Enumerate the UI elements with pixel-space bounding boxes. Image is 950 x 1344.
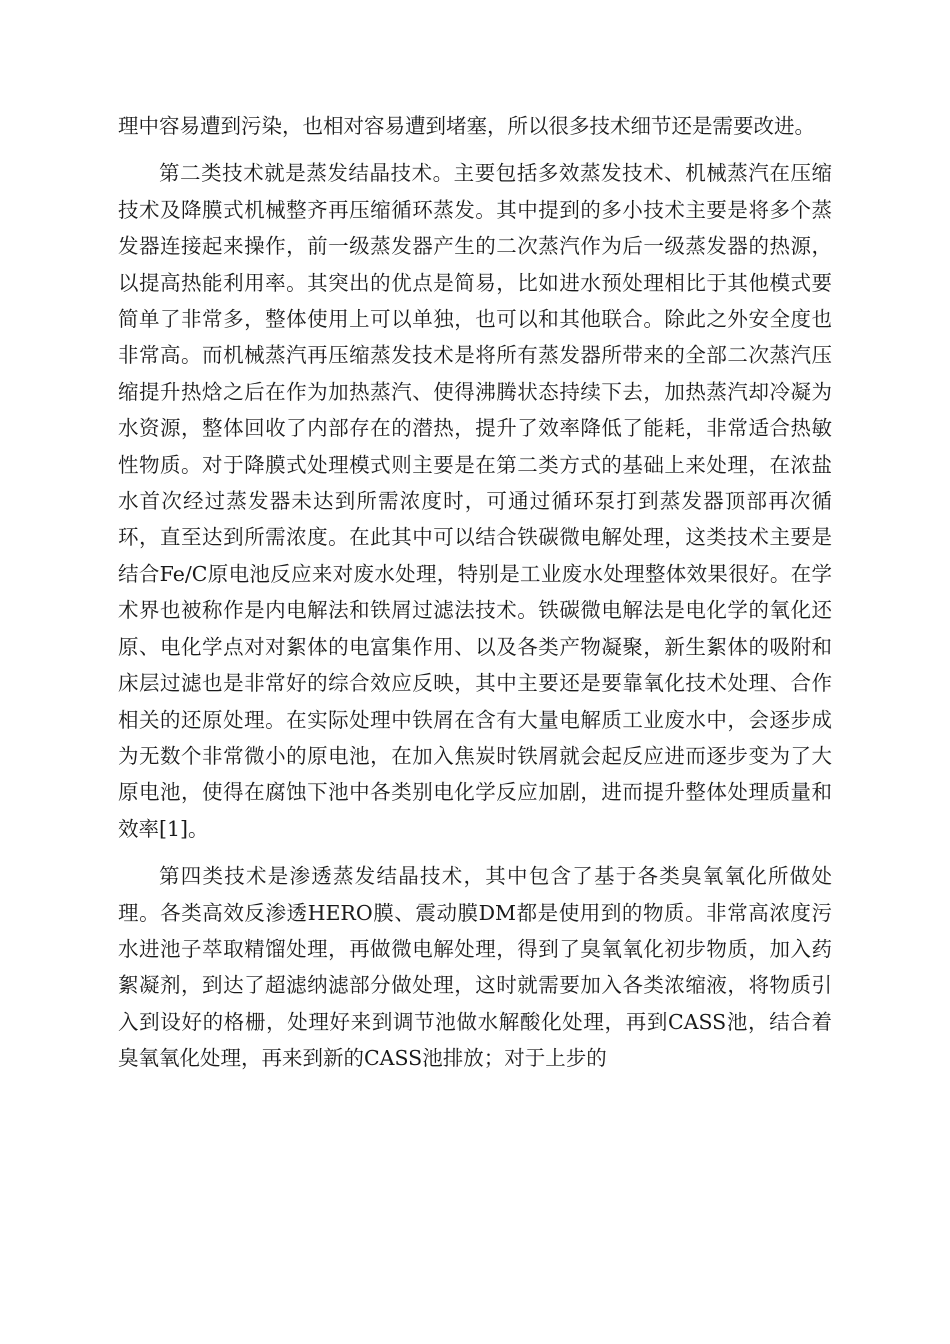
paragraph-evaporation-crystallization: 第二类技术就是蒸发结晶技术。主要包括多效蒸发技术、机械蒸汽在压缩技术及降膜式机械整齐再压缩循环蒸发。其中提到的多小技术主要是将多个蒸发器连接起来操作，前一级蒸发器产生的二次蒸汽作为后一级蒸发器的热源，以提高热能利用率。其突出的优点是简易，比如进水预处理相比于其他模式要简单了非常多，整体使用上可以单独，也可以和其他联合。除此之外安全度也非常高。而机械蒸汽再压缩蒸发技术是将所有蒸发器所带来的全部二次蒸汽压缩提升热焓之后在作为加热蒸汽、使得沸腾状态持续下去，加热蒸汽却冷凝为水资源，整体回收了内部存在的潜热，提升了效率降低了能耗，非常适合热敏性物质。对于降膜式处理模式则主要是在第二类方式的基础上来处理，在浓盐水首次经过蒸发器未达到所需浓度时，可通过循环泵打到蒸发器顶部再次循环，直至达到所需浓度。在此其中可以结合铁碳微电解处理，这类技术主要是结合Fe/C原电池反应来对废水处理，特别是工业废水处理整体效果很好。在学术界也被称作是内电解法和铁屑过滤法技术。铁碳微电解法是电化学的氧化还原、电化学点对对絮体的电富集作用、以及各类产物凝聚，新生絮体的吸附和床层过滤也是非常好的综合效应反映，其中主要还是要靠氧化技术处理、合作相关的还原处理。在实际处理中铁屑在含有大量电解质工业废水中，会逐步成为无数个非常微小的原电池，在加入焦炭时铁屑就会起反应进而逐步变为了大原电池，使得在腐蚀下池中各类别电化学反应加剧，进而提升整体处理质量和效率[1]。 bbox=[118, 161, 832, 841]
paragraph-gap bbox=[118, 847, 832, 858]
paragraph-continuation: 理中容易遭到污染，也相对容易遭到堵塞，所以很多技术细节还是需要改进。 bbox=[118, 114, 815, 138]
paragraph-osmosis-evaporation: 第四类技术是渗透蒸发结晶技术，其中包含了基于各类臭氧氧化所做处理。各类高效反渗透HERO膜、震动膜DM都是使用到的物质。非常高浓度污水进池子萃取精馏处理，再做微电解处理，得到了臭氧氧化初步物质，加入药絮凝剂，到达了超滤纳滤部分做处理，这时就需要加入各类浓缩液，将物质引入到设好的格栅，处理好来到调节池做水解酸化处理，再到CASS池，结合着臭氧氧化处理，再来到新的CASS池排放；对于上步的 bbox=[118, 864, 832, 1071]
paragraph-gap bbox=[118, 144, 832, 155]
document-body bbox=[118, 108, 832, 1077]
